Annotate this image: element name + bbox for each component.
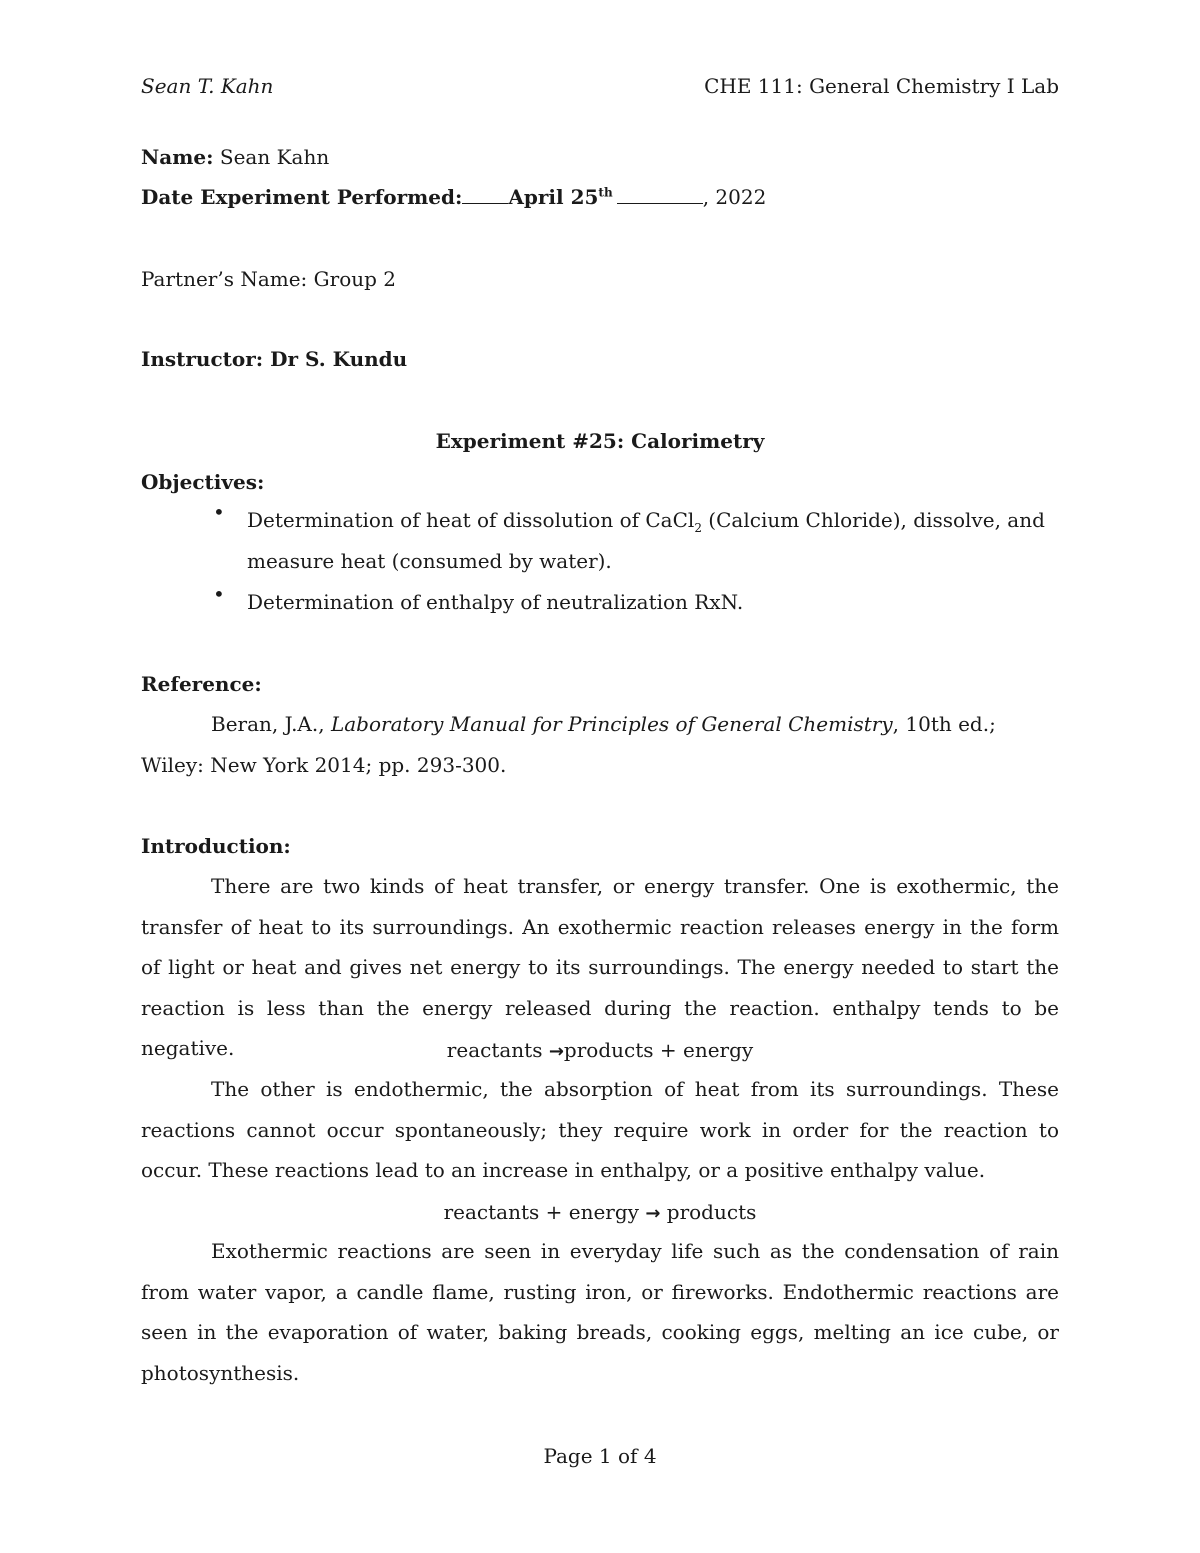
- name-value: Sean Kahn: [219, 145, 330, 169]
- objective-text-2: Determination of enthalpy of neutralization RxN.: [247, 590, 744, 614]
- intro-paragraph-2: The other is endothermic, the absorption of heat from its surroundings. These reactions cannot occur spontaneously; they require work in order for the reaction to occur. These reactions lead to an increase in enthalpy, or a positive enthalpy value.: [141, 1077, 1059, 1183]
- equation-endothermic: reactants + energy → products: [443, 1200, 757, 1224]
- date-value: April 25: [508, 185, 599, 209]
- objectives-heading: Objectives:: [141, 470, 265, 494]
- introduction-heading: Introduction:: [141, 834, 291, 858]
- intro-paragraph-3: Exothermic reactions are seen in everyday life such as the condensation of rain from water vapor, a candle flame, rusting iron, or fireworks. Endothermic reactions are seen in the evaporation of water, baking breads, cooking eggs, melting an ice cube, or photosynthesis.: [141, 1239, 1059, 1385]
- date-suffix: th: [598, 185, 613, 200]
- bullet-icon: •: [213, 582, 225, 606]
- page-number: Page 1 of 4: [543, 1444, 657, 1468]
- equation-exothermic: reactants →products + energy: [446, 1038, 754, 1062]
- reference-book-title: Laboratory Manual for Principles of General Chemistry: [330, 712, 893, 736]
- partner-line: [141, 267, 396, 291]
- date-blank-right: [617, 185, 703, 204]
- arrow-icon: →: [645, 1203, 661, 1224]
- instructor-line: [141, 347, 407, 371]
- header-course: CHE 111: General Chemistry I Lab: [704, 74, 1059, 98]
- instructor-label: Instructor:: [141, 347, 264, 371]
- bullet-icon: •: [213, 500, 225, 524]
- objective-text-1: Determination of heat of dissolution of CaCl$_2$ (Calcium Chloride), dissolve, and measure heat (consumed by water).: [247, 508, 1045, 573]
- arrow-icon: →: [548, 1041, 564, 1062]
- header-author: Sean T. Kahn: [141, 74, 274, 98]
- intro-paragraph-1: There are two kinds of heat transfer, or energy transfer. One is exothermic, the transfer of heat to its surroundings. An exothermic reaction releases energy in the form of light or heat and gives net energy to its surroundings. The energy needed to start the reaction is less than the energy released during the reaction. enthalpy tends to be negative.: [141, 874, 1059, 1061]
- date-year: , 2022: [702, 185, 767, 209]
- reference-citation: Beran, J.A., Laboratory Manual for Principles of General Chemistry, 10th ed.; Wiley: New York 2014; pp. 293-300.: [141, 712, 996, 777]
- reference-heading: Reference:: [141, 672, 262, 696]
- partner-label: Partner’s Name:: [141, 267, 308, 291]
- date-blank-left: [462, 185, 508, 204]
- date-line: [141, 185, 766, 209]
- instructor-value: Dr S. Kundu: [270, 347, 408, 371]
- date-label: Date Experiment Performed:: [141, 185, 463, 209]
- partner-value: Group 2: [313, 267, 397, 291]
- name-line: [141, 145, 329, 169]
- name-label: Name:: [141, 145, 214, 169]
- experiment-title: Experiment #25: Calorimetry: [435, 429, 765, 453]
